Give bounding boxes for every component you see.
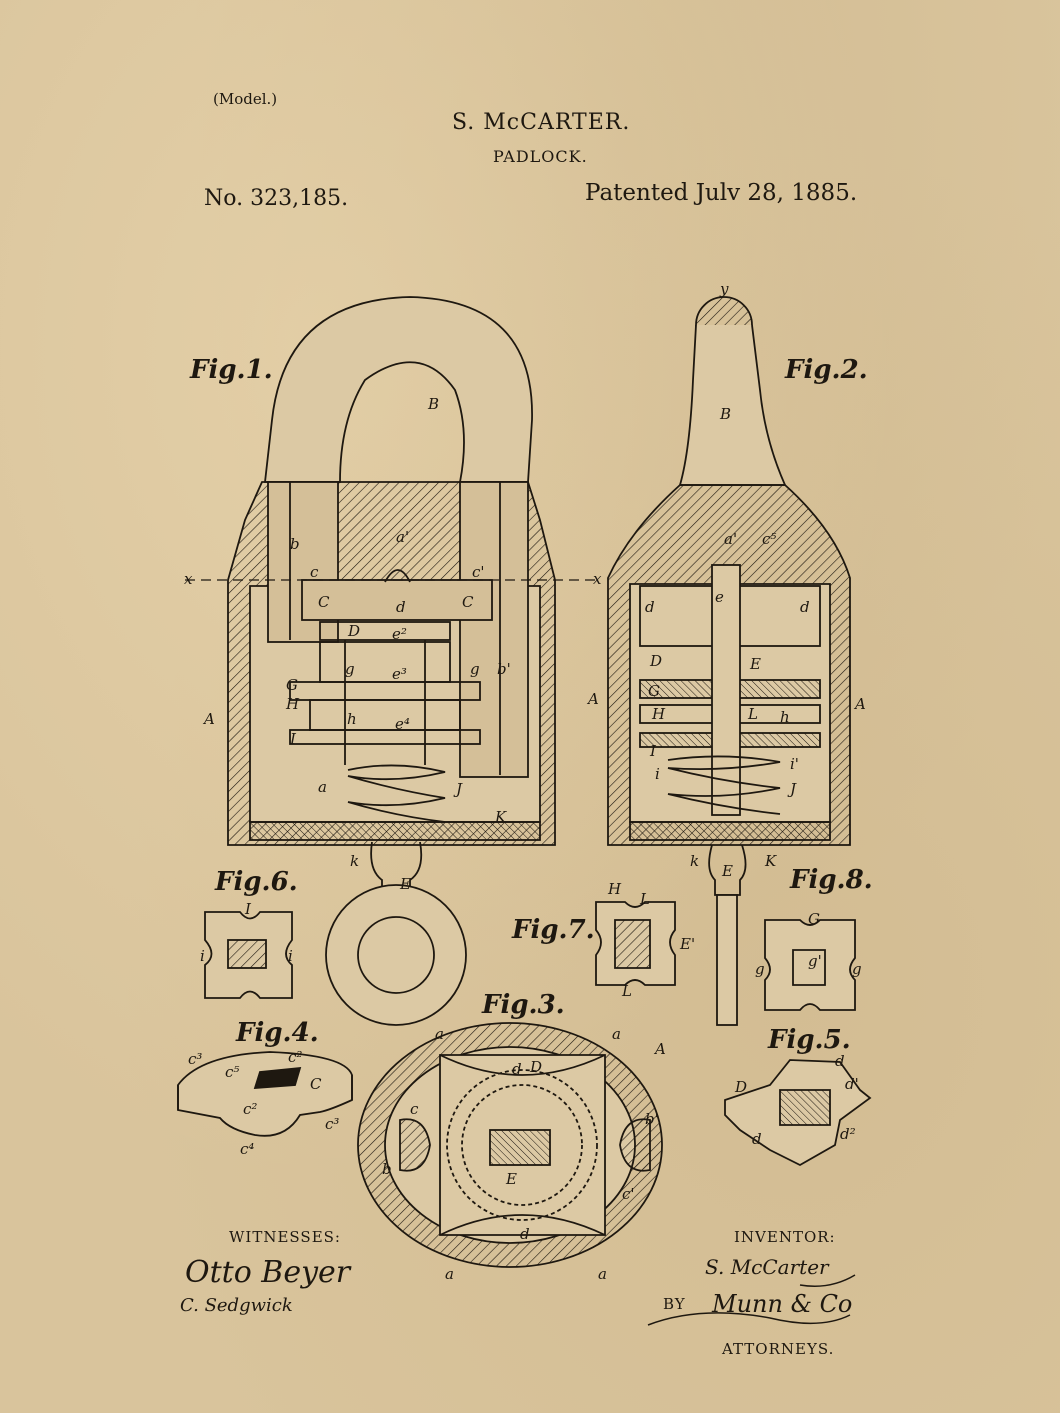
ref-label-g3: g xyxy=(755,960,765,978)
fig4-title: Fig.4. xyxy=(236,1018,319,1048)
ref-label-G3: G xyxy=(808,910,820,928)
ref-label-D2: D xyxy=(650,652,663,670)
ref-label-i-prime1: i' xyxy=(790,755,799,773)
ref-label-g4: g xyxy=(852,960,862,978)
ref-label-J2: J xyxy=(790,780,797,798)
by-label: BY xyxy=(663,1295,686,1313)
ref-label-g2: g xyxy=(470,660,480,678)
witnesses-label: WITNESSES: xyxy=(229,1228,341,1246)
ref-label-h2: h xyxy=(780,708,790,726)
ref-label-g1: g xyxy=(345,660,355,678)
ref-label-c3-2: c³ xyxy=(325,1115,340,1133)
fig3-drawing xyxy=(358,1023,662,1267)
ref-label-L2: L xyxy=(640,890,650,908)
fig1-title: Fig.1. xyxy=(190,355,273,385)
ref-label-x1: x xyxy=(184,570,193,588)
ref-label-K2: K xyxy=(765,852,777,870)
ref-label-a1: a xyxy=(318,778,327,796)
fig2-title: Fig.2. xyxy=(785,355,868,385)
ref-label-C1: C xyxy=(318,593,330,611)
ref-label-I3: I xyxy=(245,900,251,918)
ref-label-c2-fig3: c xyxy=(410,1100,419,1118)
ref-label-c3-1: c³ xyxy=(188,1050,203,1068)
ref-label-c-prime1: c' xyxy=(472,563,485,581)
ref-label-c5-1: c⁵ xyxy=(762,530,777,548)
ref-label-L1: L xyxy=(748,705,758,723)
attorneys-label: ATTORNEYS. xyxy=(722,1340,835,1358)
ref-label-b1: b xyxy=(290,535,300,553)
ref-label-D4: D xyxy=(735,1078,748,1096)
ref-label-L3: L xyxy=(622,982,632,1000)
inventor-heading: S. McCARTER. xyxy=(452,110,631,135)
ref-label-C3: C xyxy=(310,1075,322,1093)
ref-label-e4-1: e⁴ xyxy=(395,715,410,733)
ref-label-D1: D xyxy=(348,622,361,640)
ref-label-G1: G xyxy=(286,676,298,694)
ref-label-D3: D xyxy=(530,1058,543,1076)
patent-title: PADLOCK. xyxy=(493,147,588,166)
ref-label-g-prime1: g' xyxy=(808,952,822,970)
ref-label-H3: H xyxy=(608,880,622,898)
ref-label-a2: a xyxy=(435,1025,444,1043)
ref-label-C2: C xyxy=(462,593,474,611)
ref-label-A3: A xyxy=(855,695,866,713)
ref-label-G2: G xyxy=(648,682,660,700)
ref-label-c-prime2: c' xyxy=(622,1185,635,1203)
inventor-label: INVENTOR: xyxy=(734,1228,836,1246)
ref-label-H1: H xyxy=(286,695,300,713)
patent-number: No. 323,185. xyxy=(204,186,349,211)
ref-label-d2-fig5: d² xyxy=(840,1125,856,1143)
fig7-title: Fig.7. xyxy=(512,915,595,945)
fig7-drawing xyxy=(596,902,675,985)
ref-label-b2: b xyxy=(382,1160,392,1178)
ref-label-d-fig5b: d xyxy=(752,1130,762,1148)
ref-label-b-prime1: b' xyxy=(497,660,511,678)
ref-label-A2: A xyxy=(588,690,599,708)
ref-label-K1: K xyxy=(495,808,507,826)
ref-label-e2-1: e² xyxy=(392,625,407,643)
ref-label-A4: A xyxy=(655,1040,666,1058)
ref-label-I2: I xyxy=(650,742,656,760)
fig8-title: Fig.8. xyxy=(790,865,873,895)
ref-label-d-fig3b: d xyxy=(520,1225,530,1243)
ref-label-B2: B xyxy=(720,405,732,423)
ref-label-d-prime-fig5: d' xyxy=(845,1075,859,1093)
attorney-signature: Munn & Co xyxy=(712,1290,853,1318)
model-note: (Model.) xyxy=(213,90,278,108)
ref-label-c4-1: c⁴ xyxy=(240,1140,255,1158)
fig6-drawing xyxy=(205,912,292,998)
ref-label-y1: y xyxy=(720,280,729,298)
ref-label-i2: i xyxy=(200,947,205,965)
ref-label-E4: E xyxy=(506,1170,517,1188)
ref-label-d3-fig2: d xyxy=(800,598,810,616)
ref-label-c5-2: c⁵ xyxy=(225,1063,240,1081)
ref-label-c1: c xyxy=(310,563,319,581)
ref-label-a-prime2: a' xyxy=(724,530,738,548)
ref-label-a3: a xyxy=(612,1025,621,1043)
ref-label-E-prime1: E' xyxy=(680,935,696,953)
ref-label-E2: E xyxy=(750,655,761,673)
ref-label-J1: J xyxy=(456,780,463,798)
ref-label-e1: e xyxy=(715,588,724,606)
ref-label-c2-1: c² xyxy=(288,1048,303,1066)
ref-label-B1: B xyxy=(428,395,440,413)
ref-label-x2: x xyxy=(593,570,602,588)
ref-label-e3-1: e³ xyxy=(392,665,407,683)
fig6-title: Fig.6. xyxy=(215,867,298,897)
fig5-title: Fig.5. xyxy=(768,1025,851,1055)
ref-label-d-fig5: d xyxy=(835,1052,845,1070)
ref-label-E3: E xyxy=(722,862,733,880)
ref-label-c2-2: c² xyxy=(243,1100,258,1118)
ref-label-E1: E xyxy=(400,875,411,893)
ref-label-b-prime2: b' xyxy=(645,1110,659,1128)
ref-label-i3: i xyxy=(288,947,293,965)
witness1-signature: Otto Beyer xyxy=(185,1255,351,1290)
fig3-title: Fig.3. xyxy=(482,990,565,1020)
witness2-signature: C. Sedgwick xyxy=(180,1295,293,1316)
ref-label-a4: a xyxy=(445,1265,454,1283)
ref-label-h1: h xyxy=(347,710,357,728)
inventor-signature: S. McCarter xyxy=(705,1255,829,1279)
ref-label-k2: k xyxy=(690,852,700,870)
ref-label-a5: a xyxy=(598,1265,607,1283)
ref-label-A1: A xyxy=(204,710,215,728)
ref-label-d2-fig2: d xyxy=(645,598,655,616)
ref-label-d1: d xyxy=(396,598,406,616)
ref-label-H2: H xyxy=(652,705,666,723)
ref-label-i1: i xyxy=(655,765,660,783)
ref-label-a-prime1: a' xyxy=(396,528,410,546)
ref-label-k1: k xyxy=(350,852,360,870)
ref-label-I1: I xyxy=(290,730,296,748)
ref-label-d-fig3: d xyxy=(512,1060,522,1078)
patent-date: Patented Julv 28, 1885. xyxy=(585,180,858,206)
